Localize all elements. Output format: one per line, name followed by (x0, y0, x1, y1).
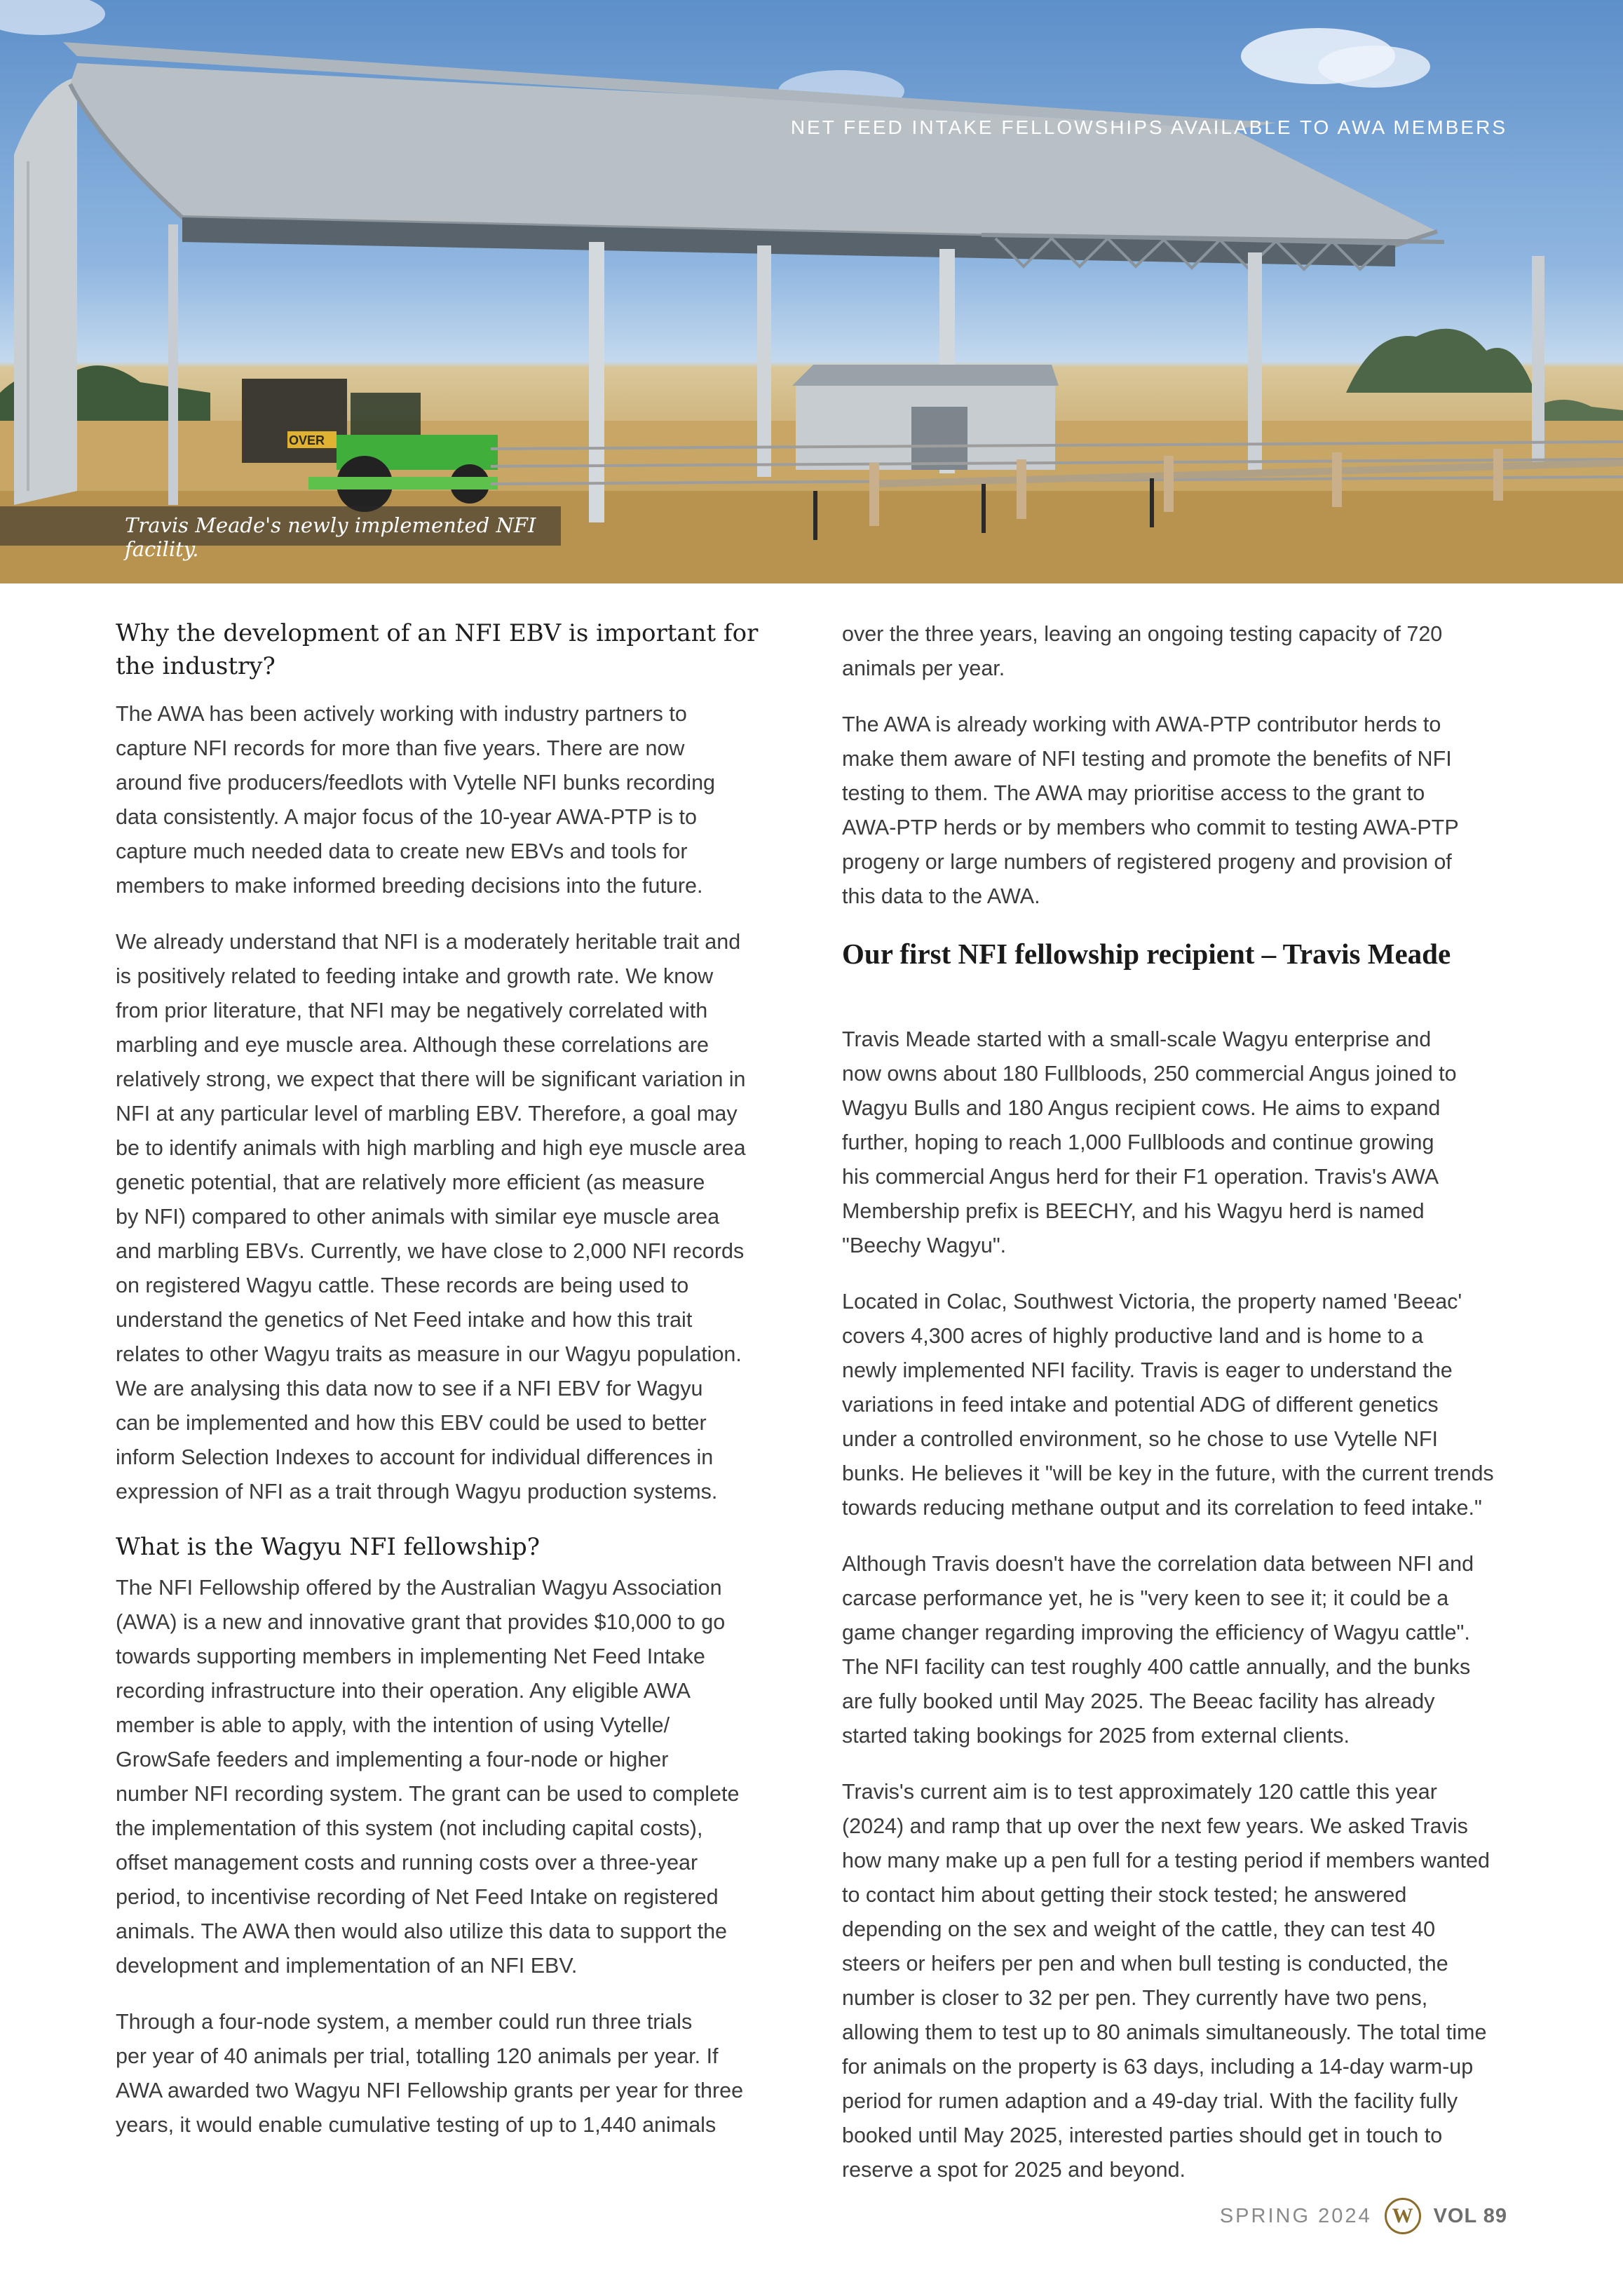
nfi-facility-illustration (0, 0, 1623, 583)
paragraph: The NFI Fellowship offered by the Australian Wagyu Association (AWA) is a new and innovative grant that provides $10,000 to go towards supporting members in implementing Net Feed Intake recording infrastructure into their operation. Any eligible AWA member is able to apply, with the intention of using Vytelle/ GrowSafe feeders and implementing a four-node or higher number NFI recording system. The grant can be used to complete the implementation of this system (not including capital costs), offset management costs and running costs over a three-year period, to incentivise recording of Net Feed Intake on registered animals. The AWA then would also utilize this data to support the development and implementation of an NFI EBV. (116, 1576, 740, 1978)
photo-caption: Travis Meade's newly implemented NFI facility. (125, 513, 536, 561)
page-footer (1220, 2195, 1507, 2237)
page-header-banner: NET FEED INTAKE FELLOWSHIPS AVAILABLE TO AWA MEMBERS (790, 116, 1507, 138)
heading-nfi-ebv-importance: Why the development of an NFI EBV is important for the industry? (116, 619, 759, 680)
paragraph: Travis Meade started with a small-scale Wagyu enterprise and now owns about 180 Fullbloods, 250 commercial Angus joined to Wagyu Bulls and 180 Angus recipient cows. He aims to expand further, hoping to reach 1,000 Fullbloods and continue growing his commercial Angus herd for their F1 operation. Travis's AWA Membership prefix is BEECHY, and his Wagyu herd is named "Beechy Wagyu". (842, 1027, 1457, 1257)
paragraph: over the three years, leaving an ongoing testing capacity of 720 animals per year. (842, 622, 1443, 680)
paragraph: The AWA has been actively working with industry partners to capture NFI records for more than five years. There are now around five producers/feedlots with Vytelle NFI bunks recording data consistently. A major focus of the 10-year AWA-PTP is to capture much needed data to create new EBVs and tools for members to make informed breeding decisions into the future. (116, 702, 715, 898)
heading-nfi-fellowship: What is the Wagyu NFI fellowship? (116, 1533, 540, 1561)
paragraph: Located in Colac, Southwest Victoria, the property named 'Beeac' covers 4,300 acres of highly productive land and is home to a newly implemented NFI facility. Travis is eager to understand the variations in feed intake and potential ADG of different genetics under a controlled environment, so he chose to use Vytelle NFI bunks. He believes it "will be key in the future, with the current trends towards reducing methane output and its correlation to feed intake." (842, 1290, 1494, 1520)
paragraph: Travis's current aim is to test approximately 120 cattle this year (2024) and ramp that up over the next few years. We asked Travis how many make up a pen full for a testing period if members wanted to contact him about getting their stock tested; he answered depending on the sex and weight of the cattle, they can test 40 steers or heifers per pen and when bull testing is conducted, the number is closer to 32 per pen. They currently have two pens, allowing them to test up to 80 animals simultaneously. The total time for animals on the property is 63 days, including a 14-day warm-up period for rumen adaption and a 49-day trial. With the facility fully booked until May 2025, interested parties should get in touch to reserve a spot for 2025 and beyond. (842, 1780, 1490, 2182)
photo-caption-bar (0, 506, 561, 561)
paragraph: The AWA is already working with AWA-PTP contributor herds to make them aware of NFI testing and promote the benefits of NFI testing to them. The AWA may prioritise access to the grant to AWA-PTP herds or by members who commit to testing AWA-PTP progeny or large numbers of registered progeny and provision of this data to the AWA. (842, 713, 1459, 908)
issue-volume: VOL 89 (1433, 2204, 1507, 2227)
left-column (116, 617, 789, 2164)
wagon-logo-text: OVER (289, 433, 325, 447)
awa-logo-icon: W (1385, 2198, 1421, 2234)
paragraph: We already understand that NFI is a moderately heritable trait and is positively related to feeding intake and growth rate. We know from prior literature, that NFI may be negatively correlated with marbling and eye muscle area. Although these correlations are relatively strong, we expect that there will be significant variation in NFI at any particular level of marbling EBV. Therefore, a goal may be to identify animals with high marbling and high eye muscle area genetic potential, that are relatively more efficient (as measure by NFI) compared to other animals with similar eye muscle area and marbling EBVs. Currently, we have close to 2,000 NFI records on registered Wagyu cattle. These records are being used to understand the genetics of Net Feed intake and how this trait relates to other Wagyu traits as measure in our Wagyu population. We are analysing this data now to see if a NFI EBV for Wagyu can be implemented and how this EBV could be used to better inform Selection Indexes to account for individual differences in expression of NFI as a trait through Wagyu production systems. (116, 930, 746, 1504)
paragraph: Although Travis doesn't have the correlation data between NFI and carcase performance yet, he is "very keen to see it; it could be a game changer regarding improving the efficiency of Wagyu cattle". The NFI facility can test roughly 400 cattle annually, and the bunks are fully booked until May 2025. The Beeac facility has already started taking bookings for 2025 from external clients. (842, 1552, 1474, 1748)
right-column (842, 617, 1515, 2209)
feed-wagon (242, 379, 347, 463)
paragraph: Through a four-node system, a member could run three trials per year of 40 animals per trial, totalling 120 animals per year. If AWA awarded two Wagyu NFI Fellowship grants per year for three years, it would enable cumulative testing of up to 1,440 animals (116, 2010, 744, 2137)
heading-first-recipient: Our first NFI fellowship recipient – Travis Meade (842, 938, 1451, 970)
hero-photo (0, 0, 1623, 583)
issue-season: SPRING 2024 (1219, 2204, 1372, 2227)
